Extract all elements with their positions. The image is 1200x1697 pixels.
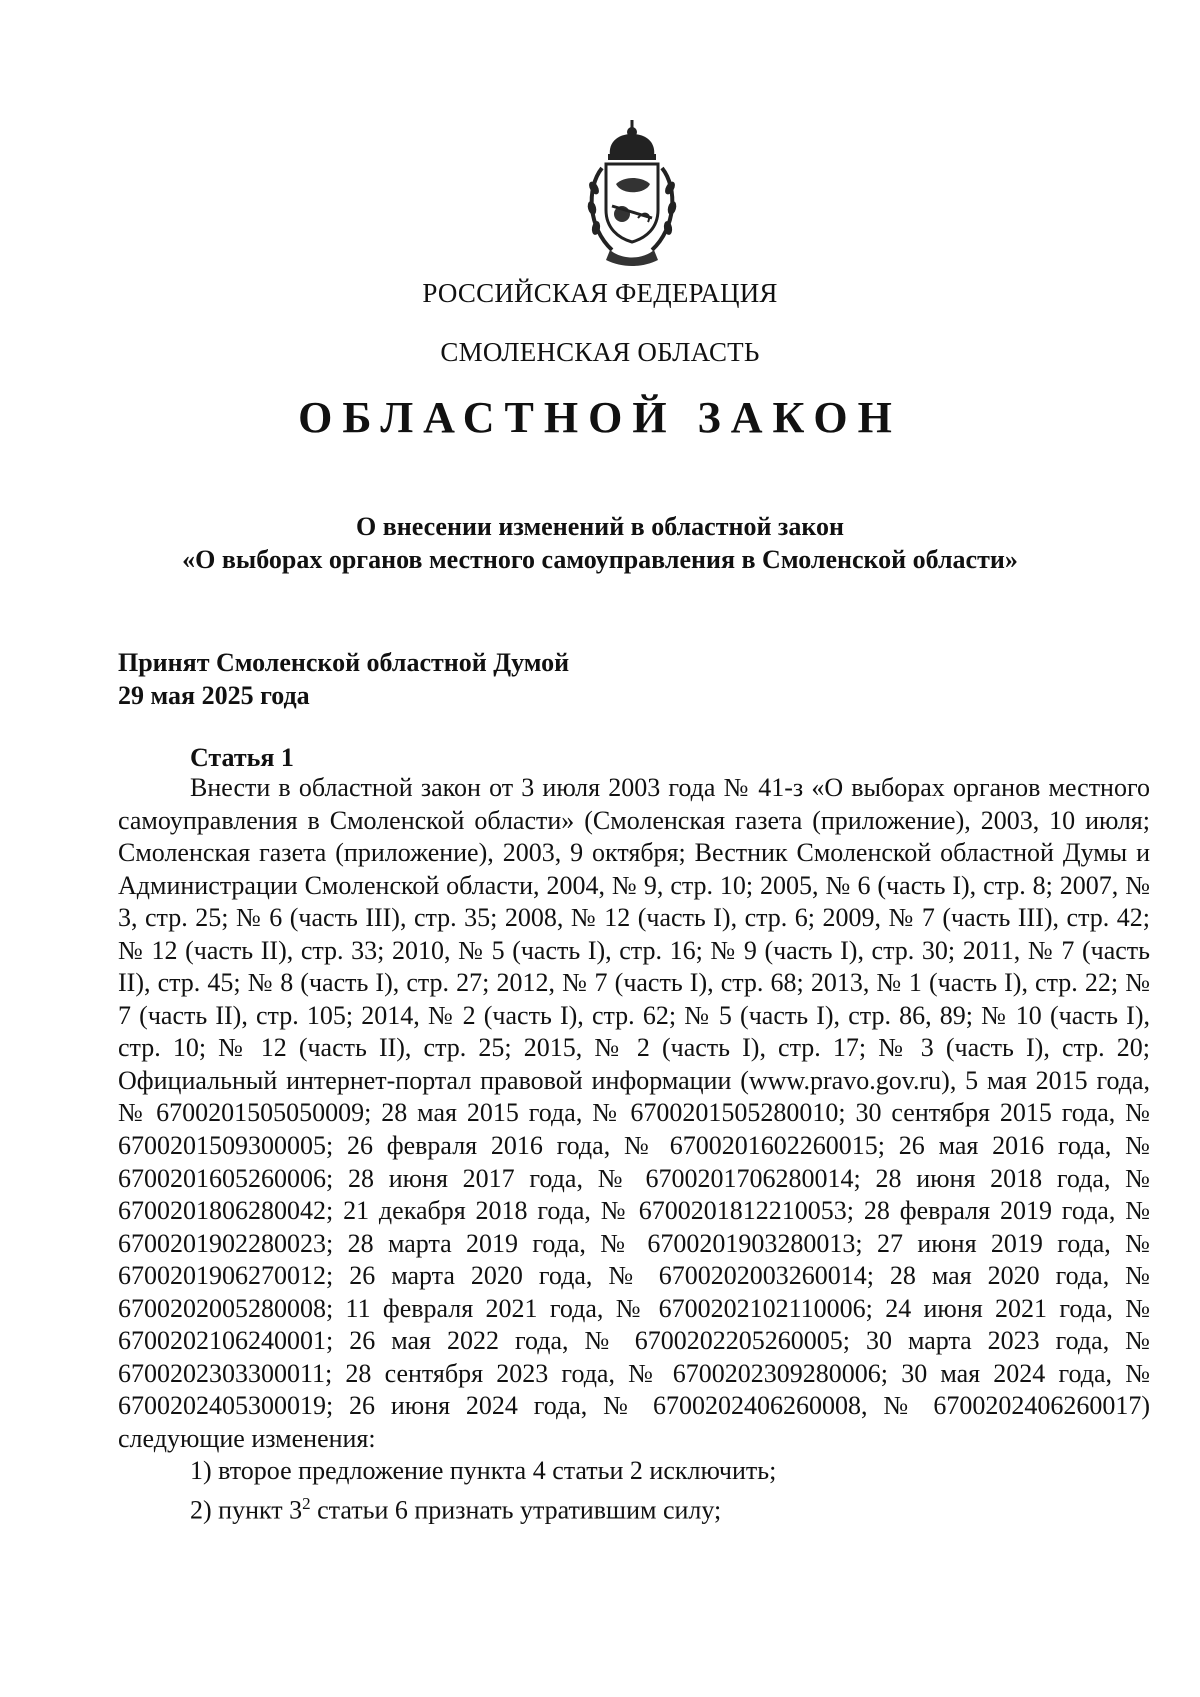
article-main-paragraph: Внести в областной закон от 3 июля 2003 года № 41-з «О выборах органов местного самоуправления в Смоленской области» (Смоленская газета (приложение), 2003, 10 июля; Смоленская газета (приложение), 2003, 9 октября; Вестник Смоленской областной Думы и Администрации Смоленской области, 2004, № 9, стр. 10; 2005, № 6 (часть I), стр. 8; 2007, № 3, стр. 25; № 6 (часть III), стр. 35; 2008, № 12 (часть I), стр. 6; 2009, № 7 (часть III), стр. 42; № 12 (часть II), стр. 33; 2010, № 5 (часть I), стр. 16; № 9 (часть I), стр. 30; 2011, № 7 (часть II), стр. 45; № 8 (часть I), стр. 27; 2012, № 7 (часть I), стр. 68; 2013, № 1 (часть I), стр. 22; № 7 (часть II), стр. 105; 2014, № 2 (часть I), стр. 62; № 5 (часть I), стр. 86, 89; № 10 (часть I), стр. 10; № 12 (часть II), стр. 25; 2015, № 2 (часть I), стр. 17; № 3 (часть I), стр. 20; Официальный интернет-портал правовой информации (www.pravo.gov.ru), 5 мая 2015 года, № 6700201505050009; 28 мая 2015 года, № 6700201505280010; 30 сентября 2015 года, № 6700201509300005; 26 февраля 2016 года, № 6700201602260015; 26 мая 2016 года, № 6700201605260006; 28 июня 2017 года, № 6700201706280014; 28 июня 2018 года, № 6700201806280042; 21 декабря 2018 года, № 6700201812210053; 28 февраля 2019 года, № 6700201902280023; 28 марта 2019 года, № 6700201903280013; 27 июня 2019 года, № 6700201906270012; 26 марта 2020 года, № 6700202003260014; 28 мая 2020 года, № 6700202005280008; 11 февраля 2021 года, № 6700202102110006; 24 июня 2021 года, № 6700202106240001; 26 мая 2022 года, № 6700202205260005; 30 марта 2023 года, № 6700202303300011; 28 сентября 2023 года, № 6700202309280006; 30 мая 2024 года, № 6700202405300019; 26 июня 2024 года, № 6700202406260008, № 6700202406260017) следующие изменения: <box>118 773 1150 1453</box>
federation-heading: РОССИЙСКАЯ ФЕДЕРАЦИЯ <box>422 278 778 308</box>
law-title-line-2: «О выборах органов местного самоуправления в Смоленской области» <box>182 545 1018 574</box>
adoption-date: 29 мая 2025 года <box>118 681 310 710</box>
article-heading: Статья 1 <box>190 743 294 772</box>
amendment-item-1: 1) второе предложение пункта 4 статьи 2 исключить; <box>190 1456 777 1486</box>
law-title-line-1: О внесении изменений в областной закон <box>355 512 845 541</box>
amendment-item-2-suffix: статьи 6 признать утратившим силу; <box>310 1495 722 1525</box>
coat-of-arms-smolensk-icon <box>572 118 692 268</box>
region-heading: СМОЛЕНСКАЯ ОБЛАСТЬ <box>440 337 760 367</box>
article-body <box>118 772 1150 1527</box>
adoption-body: Принят Смоленской областной Думой <box>118 648 570 677</box>
amendment-item-2-superscript: 2 <box>302 1494 311 1514</box>
amendment-item-2 <box>118 1488 1150 1527</box>
amendment-item-2-prefix: 2) пункт 3 <box>190 1495 303 1525</box>
document-type-heading: ОБЛАСТНОЙ ЗАКОН <box>298 393 902 442</box>
